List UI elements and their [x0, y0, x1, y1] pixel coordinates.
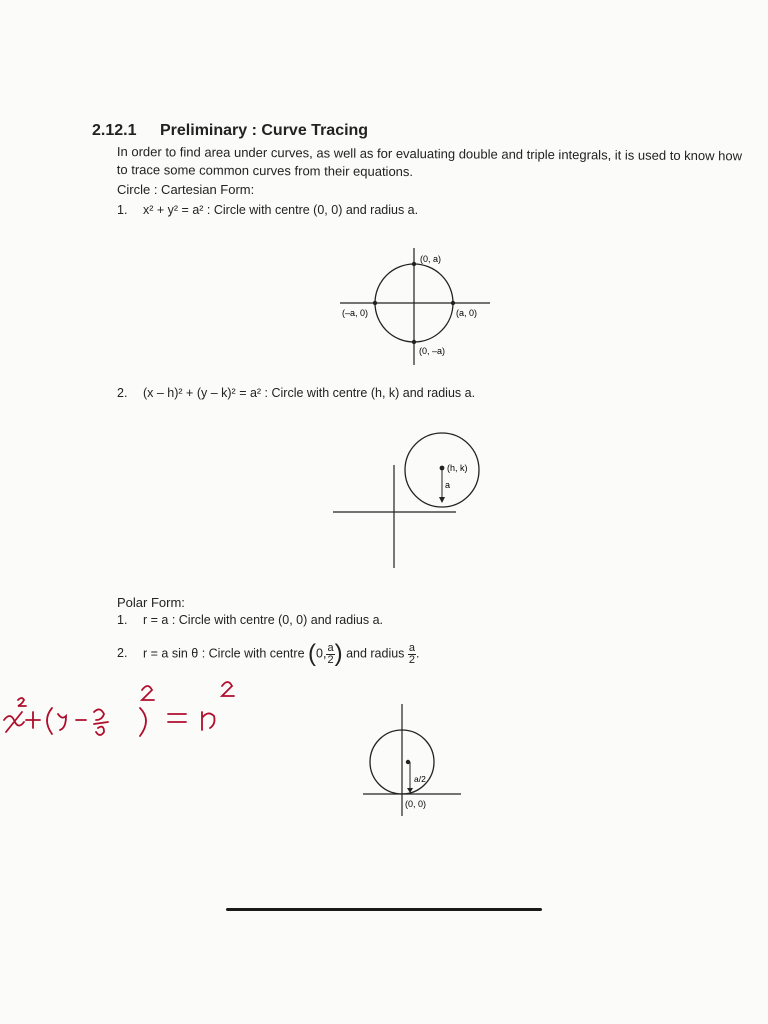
handwritten-equation — [0, 668, 250, 748]
point-right — [451, 301, 455, 305]
label-origin: (0, 0) — [405, 799, 427, 809]
item-text: x² + y² = a² : Circle with centre (0, 0) and radius a. — [143, 203, 419, 217]
centre-point — [440, 466, 445, 471]
intro-paragraph: In order to find area under curves, as well as for evaluating double and triple integrals, it is used to know how to trace some common curves from their equations. — [116, 143, 743, 180]
section-number: 2.12.1 — [92, 122, 137, 139]
label-centre: (h, k) — [447, 463, 468, 473]
polar-item-2: 2. r = a sin θ : Circle with centre (0, $\frac{a}{2}$ ) and radius $\frac{a}{2}$ . — [117, 640, 420, 667]
handwritten-equation-text: x² + (y - a/2)² = r² — [0, 746, 8, 747]
figure-circle-polar — [355, 700, 475, 820]
figure-circle-hk — [328, 425, 488, 575]
item-number: 2. — [117, 646, 128, 661]
cartesian-heading: Circle : Cartesian Form: — [117, 182, 255, 197]
section-title: Preliminary : Curve Tracing — [160, 122, 369, 139]
point-bottom — [412, 340, 416, 344]
item-number: 2. — [117, 386, 128, 400]
item-number: 1. — [117, 203, 128, 217]
item-number: 1. — [117, 613, 128, 627]
item-text: r = a sin θ : Circle with centre — [143, 646, 305, 661]
label-right: (a, 0) — [456, 308, 478, 318]
centre-zero: 0, — [316, 646, 327, 661]
label-radius: a/2 — [414, 774, 426, 784]
label-left: (–a, 0) — [342, 308, 369, 318]
item-text: (x – h)² + (y – k)² = a² : Circle with centre (h, k) and radius a. — [143, 386, 476, 400]
page-edge-line — [226, 908, 542, 911]
item-text-mid: and radius — [346, 646, 405, 661]
figure-circle-origin — [330, 240, 500, 370]
polar-heading: Polar Form: — [117, 595, 185, 610]
label-radius: a — [445, 480, 451, 490]
cartesian-item-1 — [117, 203, 418, 217]
centre-fraction: $\frac{a}{2}$ — [327, 641, 334, 666]
polar-item-1 — [117, 613, 383, 627]
cartesian-item-2 — [117, 386, 475, 400]
point-left — [373, 301, 377, 305]
label-bottom: (0, –a) — [419, 346, 446, 356]
radius-fraction: $\frac{a}{2}$ — [408, 641, 416, 666]
radius-arrow — [439, 497, 445, 503]
label-top: (0, a) — [420, 254, 442, 264]
item-text: r = a : Circle with centre (0, 0) and radius a. — [143, 613, 384, 627]
point-top — [412, 262, 416, 266]
